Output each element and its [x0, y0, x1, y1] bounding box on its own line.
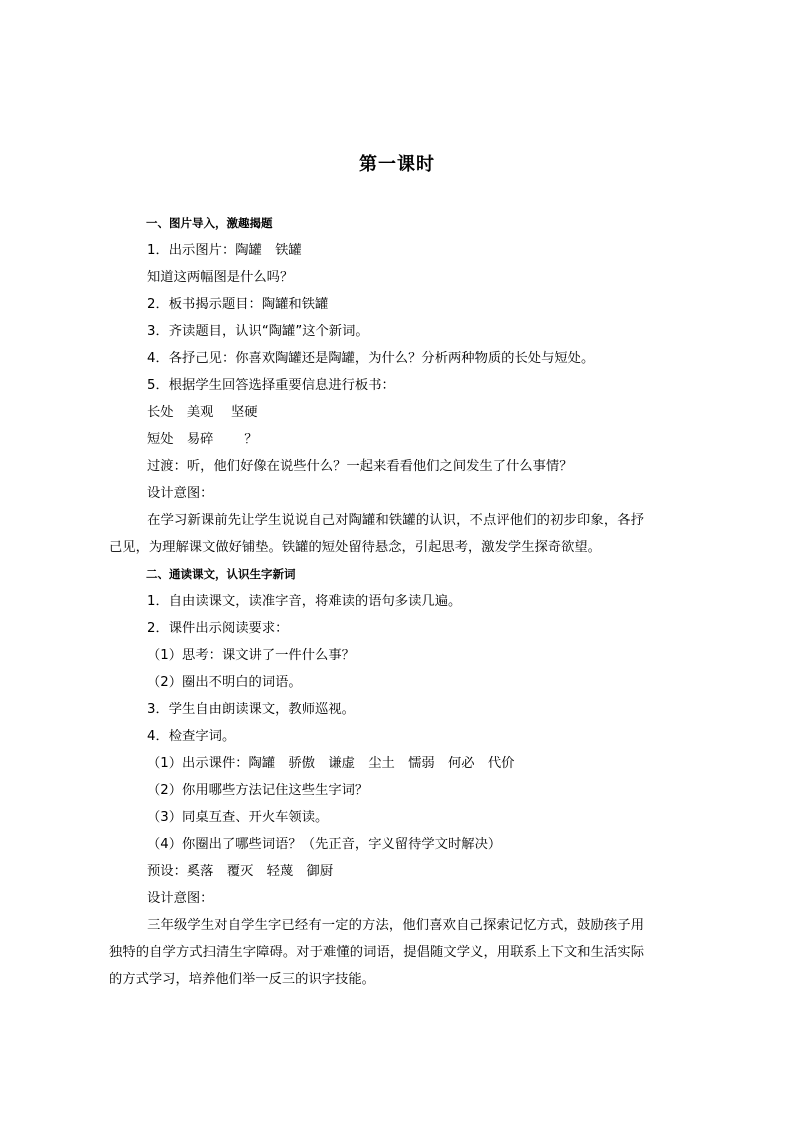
body-line: （1）思考：课文讲了一件什么事？	[147, 648, 355, 663]
board-line-strengths: 长处 美观 坚硬	[147, 405, 258, 420]
design-intent-label: 设计意图：	[147, 486, 214, 501]
body-line: （2）你用哪些方法记住这些生字词？	[147, 783, 369, 798]
body-line: 知道这两幅图是什么吗？	[147, 270, 294, 285]
body-line: 3．齐读题目，认识“陶罐”这个新词。	[147, 324, 369, 339]
body-line: 1．出示图片：陶罐 铁罐	[147, 243, 302, 258]
body-line: （2）圈出不明白的词语。	[147, 675, 302, 690]
section-heading-2: 二、通读课文，认识生字新词	[146, 567, 296, 581]
body-line: 1．自由读课文，读准字音，将难读的语句多读几遍。	[147, 594, 462, 609]
design-intent-label: 设计意图：	[147, 891, 214, 906]
design-intent-paragraph-1	[109, 507, 644, 561]
body-line: 4．各抒己见：你喜欢陶罐还是陶罐，为什么？分析两种物质的长处与短处。	[147, 351, 595, 366]
body-line: （4）你圈出了哪些词语？（先正音，字义留待学文时解决）	[147, 837, 502, 852]
body-line: 4．检查字词。	[147, 729, 236, 744]
paragraph-text: 在学习新课前先让学生说说自己对陶罐和铁罐的认识，不点评他们的初步印象，各抒己见，为理解课文做好铺垫。铁罐的短处留待悬念，引起思考，激发学生探奇欲望。	[109, 513, 644, 555]
body-line: 2．板书揭示题目：陶罐和铁罐	[147, 297, 329, 312]
section-heading-1: 一、图片导入，激趣揭题	[146, 216, 273, 230]
design-intent-paragraph-2	[109, 912, 644, 993]
body-line: 5．根据学生回答选择重要信息进行板书：	[147, 378, 395, 393]
document-body	[109, 210, 647, 993]
body-line: （3）同桌互查、开火车领读。	[147, 810, 329, 825]
body-line: 3．学生自由朗读课文，教师巡视。	[147, 702, 355, 717]
board-line-weaknesses: 短处 易碎 ？	[147, 432, 258, 447]
body-line: （1）出示课件：陶罐 骄傲 谦虚 尘土 懦弱 何必 代价	[147, 756, 515, 771]
page-title: 第一课时	[359, 154, 435, 175]
body-line: 2．课件出示阅读要求：	[147, 621, 289, 636]
body-line: 过渡：听，他们好像在说些什么？一起来看看他们之间发生了什么事情？	[147, 459, 573, 474]
body-line: 预设：奚落 覆灭 轻蔑 御厨	[147, 864, 334, 879]
paragraph-text: 三年级学生对自学生字已经有一定的方法，他们喜欢自己探索记忆方式，鼓励孩子用独特的自学方式扫清生字障碍。对于难懂的词语，提倡随文学义，用联系上下文和生活实际的方式学习，培养他们举一反三的识字技能。	[109, 918, 644, 987]
